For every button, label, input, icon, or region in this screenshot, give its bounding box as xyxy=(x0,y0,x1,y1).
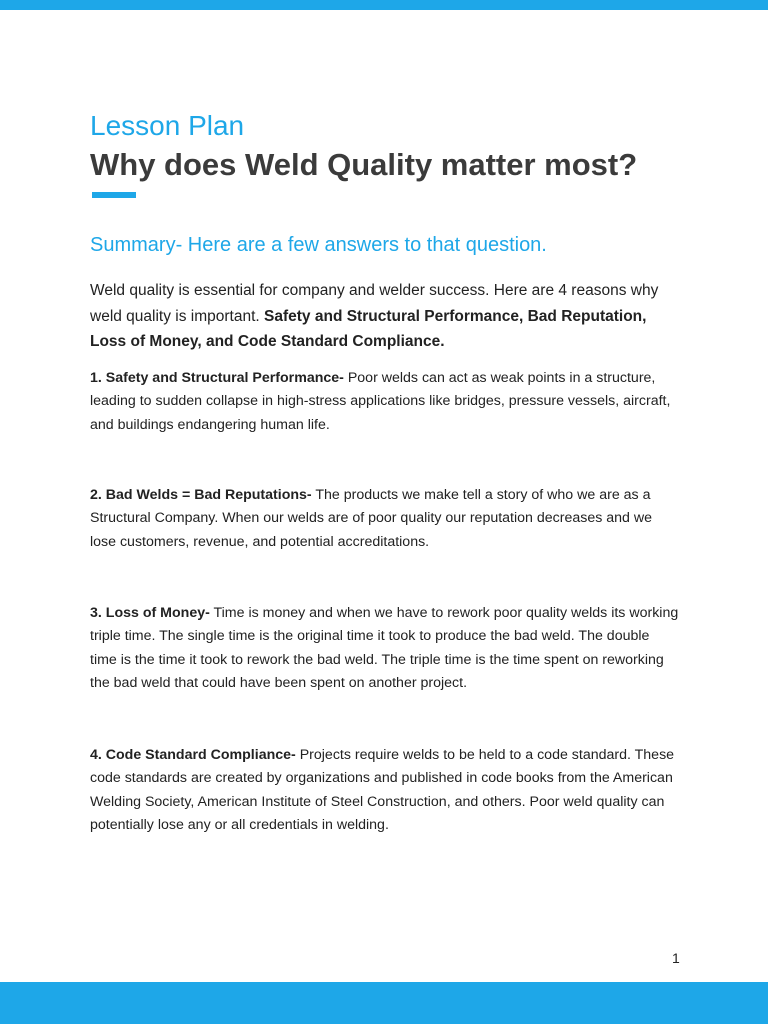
reason-item xyxy=(90,744,680,837)
intro-bold-list: Safety and Structural Performance, Bad Reputation, Loss of Money, and Code Standard Compliance. xyxy=(90,307,647,350)
page-title: Why does Weld Quality matter most? xyxy=(90,147,638,182)
reason-heading: 2. Bad Welds = Bad Reputations- xyxy=(90,487,312,503)
reason-body: The products we make tell a story of who we are as a Structural Company. When our welds are of poor quality our reputation decreases and we lose customers, revenue, and potential accreditations. xyxy=(90,487,653,550)
reason-item xyxy=(90,367,680,437)
reason-item xyxy=(90,602,680,695)
reason-heading: 3. Loss of Money- xyxy=(90,605,210,621)
summary-heading: Summary- Here are a few answers to that question. xyxy=(90,234,547,256)
reason-heading: 1. Safety and Structural Performance- xyxy=(90,370,344,386)
page-number: 1 xyxy=(672,950,680,966)
reason-heading: 4. Code Standard Compliance- xyxy=(90,747,296,763)
reason-body: Projects require welds to be held to a code standard. These code standards are created by organizations and published in code books from the American Welding Society, American Institute of Steel Construction, and others. Poor weld quality can potentially lose any or all credentials in welding. xyxy=(90,747,675,833)
reason-body: Poor welds can act as weak points in a structure, leading to sudden collapse in high-stress applications like bridges, pressure vessels, aircraft, and buildings endangering human life. xyxy=(90,370,671,433)
lesson-plan-label: Lesson Plan xyxy=(90,110,245,141)
reason-body: Time is money and when we have to rework poor quality welds its working triple time. The single time is the original time it took to produce the bad weld. The double time is the time it took to rework the bad weld. The triple time is the time spent on reworking the bad weld that could have been spent on another project. xyxy=(90,605,679,691)
reason-item xyxy=(90,484,680,554)
intro-text: Weld quality is essential for company and welder success. Here are 4 reasons why weld quality is important. xyxy=(90,282,659,325)
top-accent-bar xyxy=(0,0,768,10)
bottom-accent-bar xyxy=(0,982,768,1024)
title-underline xyxy=(92,192,136,198)
intro-paragraph xyxy=(90,278,685,355)
